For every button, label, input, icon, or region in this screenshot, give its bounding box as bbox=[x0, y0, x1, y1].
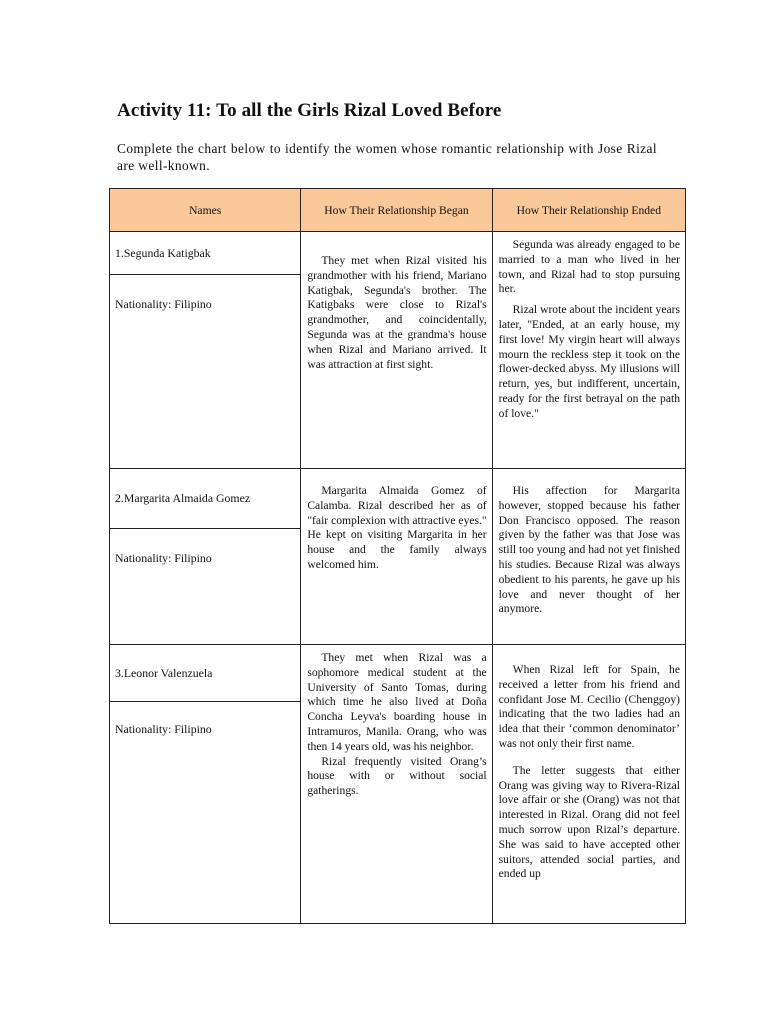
name-label: 1.Segunda Katigbak bbox=[110, 232, 300, 275]
name-cell bbox=[110, 469, 301, 645]
ended-text: Segunda was already engaged to be married to a man who lived in her town, and Rizal had to stop pursuing her. bbox=[498, 238, 680, 296]
table-row bbox=[110, 645, 686, 924]
header-began: How Their Relationship Began bbox=[301, 189, 492, 232]
ended-text: When Rizal left for Spain, he received a letter from his friend and confidant Jose M. Cecilio (Chenggoy) indicating that the two ladies had an idea that their ‘common denominator’ was not only their first name. bbox=[498, 663, 680, 750]
activity-title: Activity 11: To all the Girls Rizal Loved Before bbox=[117, 100, 502, 121]
name-label: 2.Margarita Almaida Gomez bbox=[110, 469, 300, 529]
nationality-label: Nationality: Filipino bbox=[115, 297, 212, 311]
ended-text: The letter suggests that either Orang was giving way to Rivera-Rizal love affair or she (Orang) was not that interested in Rizal. Orang did not feel much sorrow upon Rizal’s departure. She was said to have accepted other suitors, attended social parties, and ended up bbox=[498, 763, 680, 881]
header-ended: How Their Relationship Ended bbox=[492, 189, 685, 232]
ended-text: His affection for Margarita however, stopped because his father Don Francisco opposed. The reason given by the father was that Jose was still too young and had not yet finished his studies. Because Rizal was always obedient to his parents, he gave up his love and never thought of her anymore. bbox=[498, 484, 680, 616]
ended-cell bbox=[492, 645, 685, 924]
nationality-label: Nationality: Filipino bbox=[115, 551, 212, 565]
name-cell bbox=[110, 232, 301, 469]
table-row bbox=[110, 469, 686, 645]
began-text: Rizal frequently visited Orang’s house with or without social gatherings. bbox=[307, 754, 487, 798]
instructions: Complete the chart below to identify the women whose romantic relationship with Jose Rizal are well-known. bbox=[117, 141, 657, 173]
table-row bbox=[110, 232, 686, 469]
began-cell bbox=[301, 232, 492, 469]
began-text: Margarita Almaida Gomez of Calamba. Rizal described her as of "fair complexion with attractive eyes." He kept on visiting Margarita in her house and the family always welcomed him. bbox=[307, 484, 487, 571]
began-text: They met when Rizal visited his grandmother with his friend, Mariano Katigbak, Segunda's brother. The Katigbaks were close to Rizal's grandmother, and coincidentally, Segunda was at the grandma's house when Rizal and Mariano arrived. It was attraction at first sight. bbox=[307, 254, 487, 371]
chart-table bbox=[109, 188, 686, 924]
ended-cell bbox=[492, 232, 685, 469]
header-names: Names bbox=[110, 189, 301, 232]
ended-text: Rizal wrote about the incident years later, "Ended, at an early house, my first love! My virgin heart will always mourn the reckless step it took on the flower-decked abyss. My illusions will return, yes, but indifferent, uncertain, ready for the first betrayal on the path of love." bbox=[498, 303, 680, 420]
name-cell bbox=[110, 645, 301, 924]
header-row bbox=[110, 189, 686, 232]
ended-cell bbox=[492, 469, 685, 645]
began-cell bbox=[301, 469, 492, 645]
name-label: 3.Leonor Valenzuela bbox=[110, 645, 300, 702]
nationality-label: Nationality: Filipino bbox=[115, 722, 212, 736]
began-cell bbox=[301, 645, 492, 924]
began-text: They met when Rizal was a sophomore medical student at the University of Santo Tomas, during which time he also lived at Doña Concha Leyva's boarding house in Intramuros, Manila. Orang, who was then 14 years old, was his neighbor. bbox=[307, 651, 487, 753]
